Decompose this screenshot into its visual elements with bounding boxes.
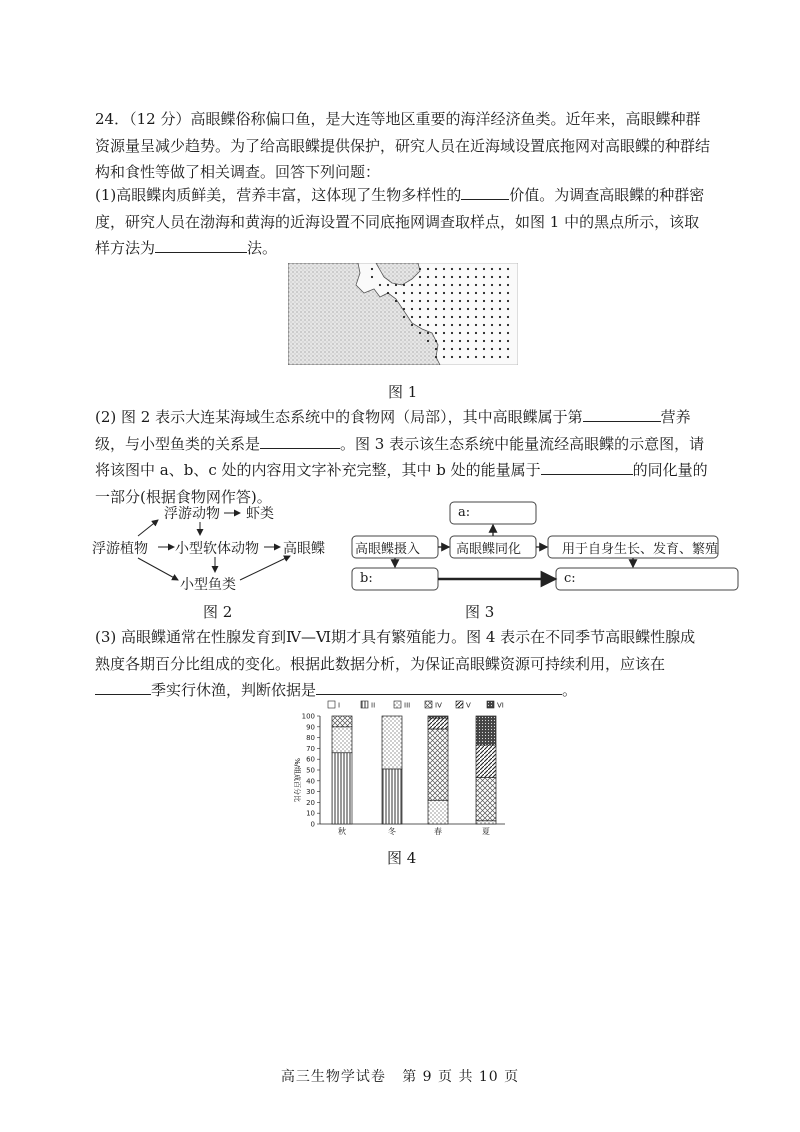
x-tick-label: 春 [434,827,442,836]
bar-segment [428,729,448,800]
sampling-point [467,332,469,334]
node-phytoplankton: 浮游植物 [92,541,148,557]
sampling-point [483,332,485,334]
sampling-point [507,316,509,318]
question-intro [95,106,710,186]
sampling-point [459,292,461,294]
sampling-point [371,276,373,278]
legend-label: VI [497,701,504,710]
sampling-point [435,324,437,326]
sampling-point [483,348,485,350]
sampling-point [467,268,469,270]
sampling-point [507,332,509,334]
y-tick-label: 50 [306,766,315,775]
label-assimilation: 高眼鲽同化 [456,542,522,557]
x-tick-label: 秋 [338,827,346,836]
sampling-point [403,292,405,294]
part1-text-c: 法。 [247,239,278,257]
sampling-point [491,284,493,286]
answer-blank-b-source[interactable] [541,457,633,475]
bar-segment [382,716,402,769]
sampling-point [427,308,429,310]
sampling-point [435,300,437,302]
part3-text [95,624,710,704]
sampling-point [491,276,493,278]
sampling-point [451,324,453,326]
sampling-point [443,324,445,326]
figure-1-caption: 图 1 [388,383,418,401]
sampling-point [387,292,389,294]
sampling-point [475,340,477,342]
question-intro-text: 高眼鲽俗称偏口鱼，是大连等地区重要的海洋经济鱼类。近年来，高眼鲽种群资源量呈减少趋势。为了给高眼鲽提供保护，研究人员在近海域设置底拖网对高眼鲽的种群结构和食性等做了相关调查。回答下列问题： [95,110,711,181]
sampling-point [507,308,509,310]
figure-1-map [288,263,518,365]
sampling-point [459,308,461,310]
sampling-point [419,324,421,326]
sampling-point [419,268,421,270]
part2-text [95,404,710,510]
sampling-point [435,348,437,350]
node-flounder: 高眼鲽 [283,541,325,557]
sampling-point [475,332,477,334]
sampling-point [403,316,405,318]
sampling-point [451,284,453,286]
sampling-point [499,308,501,310]
sampling-point [451,316,453,318]
sampling-point [419,308,421,310]
bar-segment [428,800,448,824]
part1-text-b: 价值。为调查高眼鲽的种群密度，研究人员在渤海和黄海的近海设置不同底拖网调查取样点，如图 1 中的黑点所示，该取样方法为 [95,186,705,257]
sampling-point [475,300,477,302]
y-tick-label: 60 [306,755,315,764]
sampling-point [467,308,469,310]
chart-bars [332,716,496,836]
sampling-point [459,300,461,302]
sampling-point [435,356,437,358]
sampling-point [419,300,421,302]
sampling-point [451,292,453,294]
y-tick-label: 10 [306,809,315,818]
footer-subject: 高三生物学试卷 [280,1069,386,1085]
bar-segment [332,716,352,727]
sampling-point [507,356,509,358]
sampling-point [419,332,421,334]
part1-text-a: (1)高眼鲽肉质鲜美，营养丰富，这体现了生物多样性的 [95,186,462,204]
legend-label: I [338,701,341,710]
sampling-point [379,284,381,286]
node-mollusc: 小型软体动物 [175,541,259,557]
sampling-point [411,284,413,286]
sampling-point [483,340,485,342]
sampling-point [459,348,461,350]
answer-blank-relationship[interactable] [260,431,340,449]
sampling-point [435,332,437,334]
y-tick-label: 0 [310,820,315,829]
legend-swatch [361,701,368,708]
arrow-phyto-fish [138,558,178,580]
legend-swatch [425,701,432,708]
sampling-point [419,316,421,318]
bar-segment [428,716,448,718]
sampling-point [483,284,485,286]
sampling-point [483,316,485,318]
sampling-point [507,324,509,326]
sampling-point [427,268,429,270]
sampling-point [507,268,509,270]
sampling-point [451,356,453,358]
sampling-point [435,284,437,286]
label-a: a: [458,505,471,520]
sampling-point [395,292,397,294]
sampling-point [491,268,493,270]
sampling-point [419,292,421,294]
label-b: b: [360,571,373,586]
sampling-point [411,292,413,294]
sampling-point [435,308,437,310]
sampling-point [443,356,445,358]
sampling-point [491,324,493,326]
sampling-point [451,348,453,350]
x-tick-label: 冬 [388,827,396,836]
sampling-point [491,340,493,342]
arrow-phyto-zoo [138,520,158,536]
bar-segment [476,778,496,821]
sampling-point [491,356,493,358]
figure-2-caption: 图 2 [203,603,233,621]
legend-swatch [328,701,335,708]
sampling-point [475,292,477,294]
figure-4-caption: 图 4 [387,849,417,867]
sampling-point [483,268,485,270]
sampling-point [427,324,429,326]
y-tick-label: 90 [306,723,315,732]
sampling-point [395,300,397,302]
bar-segment [332,753,352,824]
sampling-point [403,300,405,302]
legend-label: II [371,701,376,710]
sampling-point [483,356,485,358]
sampling-point [475,268,477,270]
sampling-point [483,300,485,302]
bar-segment [382,769,402,824]
sampling-point [475,284,477,286]
sampling-point [387,284,389,286]
part3-text-c: 。 [562,681,578,699]
sampling-point [443,292,445,294]
sampling-point [443,268,445,270]
sampling-point [467,348,469,350]
sampling-point [467,324,469,326]
sampling-point [475,308,477,310]
legend-swatch [394,701,401,708]
x-tick-label: 夏 [482,827,490,836]
sampling-point [507,276,509,278]
sampling-point [467,316,469,318]
footer-page: 第 9 页 共 10 页 [402,1069,520,1085]
legend-label: V [466,701,471,710]
y-tick-label: 100 [301,712,315,721]
sampling-point [443,308,445,310]
sampling-point [451,276,453,278]
sampling-point [475,356,477,358]
sampling-point [467,356,469,358]
figure-4-chart [280,698,530,838]
legend-swatch [456,701,463,708]
sampling-point [443,300,445,302]
sampling-point [443,284,445,286]
sampling-point [491,332,493,334]
answer-blank-value[interactable] [461,182,509,200]
sampling-point [459,316,461,318]
part2-text-a: (2) 图 2 表示大连某海域生态系统中的食物网（局部），其中高眼鲽属于第 [95,408,583,426]
sampling-point [451,268,453,270]
sampling-point [435,268,437,270]
sampling-point [499,276,501,278]
sampling-point [507,284,509,286]
y-tick-label: 20 [306,798,315,807]
arrow-fish-flounder [240,556,290,580]
sampling-point [459,332,461,334]
sampling-point [459,284,461,286]
sampling-point [507,348,509,350]
sampling-point [403,284,405,286]
sampling-point [475,316,477,318]
box-c [556,568,738,590]
answer-blank-trophic-level[interactable] [583,404,661,422]
sampling-point [459,268,461,270]
sampling-point [467,276,469,278]
sampling-point [467,292,469,294]
sampling-point [507,340,509,342]
sampling-point [491,308,493,310]
part2-text-c: 。图 3 表示该生态系统中能量流经高眼鲽的示意图，请将该图中 a、b、c 处的内容用文字补充完整，其中 b 处的能量属于 [95,434,705,479]
sampling-point [507,292,509,294]
sampling-point [443,332,445,334]
sampling-point [427,332,429,334]
sampling-point [435,292,437,294]
sampling-point [443,348,445,350]
sampling-point [499,356,501,358]
part2-text-d: 的同化量的一部分(根据食物网作答)。 [95,461,708,506]
sampling-point [499,292,501,294]
sampling-point [499,348,501,350]
sampling-point [411,308,413,310]
sampling-point [499,284,501,286]
sampling-point [475,276,477,278]
sampling-point [451,308,453,310]
y-axis-label: %/组成百分比 [293,757,301,803]
sampling-point [427,292,429,294]
legend-label: IV [435,701,442,710]
sampling-point [499,332,501,334]
part3-text-a: (3) 高眼鲽通常在性腺发育到Ⅳ—Ⅵ期才具有繁殖能力。图 4 表示在不同季节高眼鲽性腺成熟度各期百分比组成的变化。根据此数据分析，为保证高眼鲽资源可持续利用，应该在 [95,628,696,673]
sampling-point [483,276,485,278]
sampling-point [443,340,445,342]
sampling-point [419,276,421,278]
sampling-point [491,300,493,302]
bar-segment [476,745,496,777]
node-zooplankton: 浮游动物 [164,506,220,522]
sampling-point [475,348,477,350]
part2-text-b: 营养级，与小型鱼类的关系是 [95,408,691,453]
sampling-point [491,348,493,350]
sampling-point [403,308,405,310]
bar-segment [476,716,496,745]
sampling-point [443,316,445,318]
sampling-point [491,292,493,294]
sampling-point [419,284,421,286]
figure-3-caption: 图 3 [465,603,495,621]
part3-text-b: 季实行休渔，判断依据是 [151,681,317,699]
sampling-point [499,268,501,270]
sampling-point [427,340,429,342]
sampling-point [467,340,469,342]
node-small-fish: 小型鱼类 [180,577,236,593]
part1-text [95,182,710,262]
sampling-point [411,316,413,318]
y-tick-label: 40 [306,777,315,786]
question-score: （12 分） [129,110,191,128]
sampling-point [499,340,501,342]
bar-segment [428,718,448,729]
sampling-point [371,268,373,270]
y-tick-label: 30 [306,788,315,797]
sampling-point [483,308,485,310]
sampling-point [443,276,445,278]
legend-label: III [404,701,411,710]
sampling-point [467,284,469,286]
sampling-point [467,300,469,302]
sampling-point [483,324,485,326]
chart-legend [328,701,504,710]
sampling-point [395,284,397,286]
sampling-point [459,324,461,326]
label-growth: 用于自身生长、发育、繁殖 [562,542,719,557]
y-tick-label: 80 [306,734,315,743]
sampling-point [499,316,501,318]
sampling-point [491,316,493,318]
bar-segment [332,727,352,753]
sampling-point [459,356,461,358]
sampling-point [435,276,437,278]
page-footer [0,1066,800,1086]
sampling-point [435,340,437,342]
sampling-point [427,316,429,318]
answer-blank-method[interactable] [155,235,247,253]
sampling-point [427,300,429,302]
sampling-point [451,332,453,334]
sampling-point [451,340,453,342]
question-number: 24． [95,110,130,128]
label-intake: 高眼鲽摄入 [355,542,421,557]
sampling-point [507,300,509,302]
sampling-point [499,324,501,326]
sampling-point [411,300,413,302]
bar-segment [476,821,496,824]
sampling-point [435,316,437,318]
y-tick-label: 70 [306,744,315,753]
sampling-point [427,276,429,278]
sampling-point [475,324,477,326]
label-c: c: [564,571,576,586]
legend-swatch [487,701,494,708]
sampling-point [451,300,453,302]
answer-blank-reason[interactable] [316,677,562,695]
sampling-point [499,300,501,302]
sampling-point [411,324,413,326]
sampling-point [483,292,485,294]
sampling-point [459,340,461,342]
sampling-point [459,276,461,278]
node-shrimp: 虾类 [246,506,274,522]
sampling-point [427,284,429,286]
answer-blank-season[interactable] [95,677,151,695]
